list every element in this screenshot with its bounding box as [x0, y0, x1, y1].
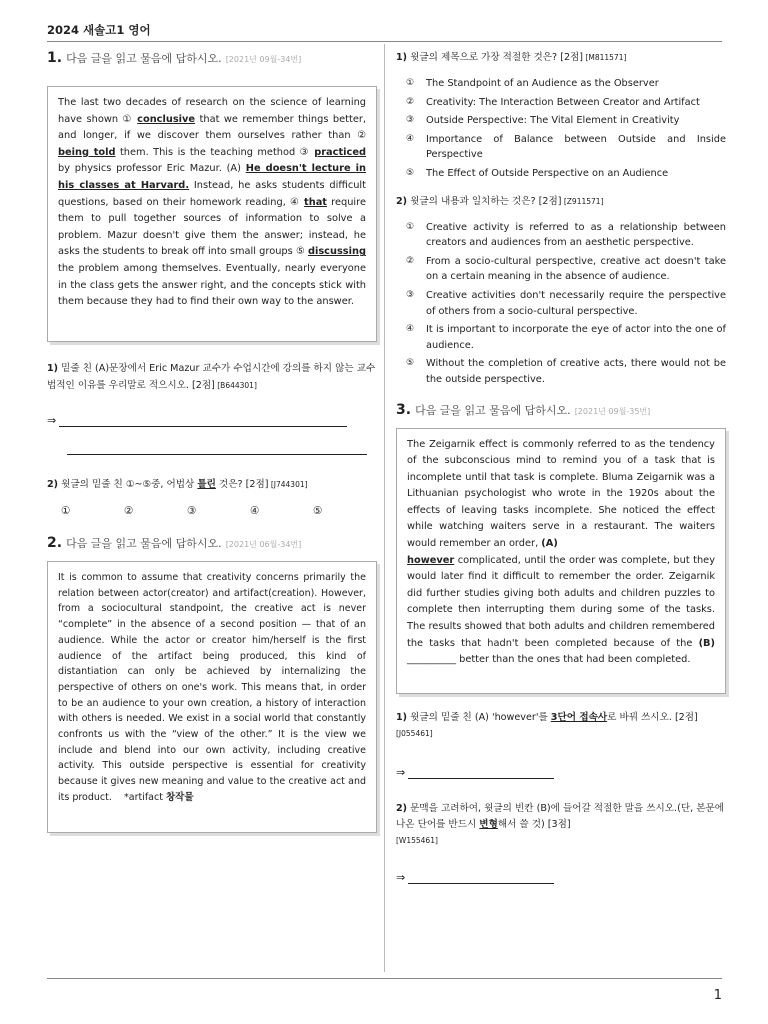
underline-2: being told: [58, 146, 116, 158]
arrow-icon: ⇒: [396, 870, 406, 884]
q2-passage: It is common to assume that creativity concerns primarily the relation between actor(creator) and artifact(creation). However, from a sociocultural standpoint, the creative act is never “complete” in the absence of a second position — that of an audience. While the actor or creator him/herself is the first audience of the artifact being produced, this kind of distantiation can only be achieved by internalizing the perspective of others on one's work. This means that, in order to be an audience to your own creation, a history of interaction with others is needed. We exist in a social world that constantly confronts us with the “view of the other.” It is the view we include and blend into our own activity, including creative activity. This outside perspective is essential for creativity because it gives new meaning and value to the creative act and its product. *artifact 창작물: [47, 561, 377, 833]
option-4[interactable]: ④ Importance of Balance between Outside and Inside Perspective: [406, 133, 726, 161]
q3-instruction: 다음 글을 읽고 물음에 답하시오.: [415, 403, 571, 417]
q1-sub1: 1) 밑줄 친 (A)문장에서 Eric Mazur 교수가 수업시간에 강의를 하지 않는 교수법적인 이유를 우리말로 적으시오. [2점] [B644301]: [47, 363, 376, 391]
q1-answer-line-1[interactable]: [47, 414, 377, 427]
q2-sub2: 2) 윗글의 내용과 일치하는 것은? [2점] [Z911571]: [396, 195, 604, 207]
q2-sub2-options: [396, 220, 726, 388]
choice-2[interactable]: ②: [124, 505, 134, 517]
arrow-icon: ⇒: [47, 414, 57, 427]
arrow-icon: ⇒: [396, 765, 406, 779]
q1-sub2: 2) 윗글의 밑줄 친 ①~⑤중, 어법상 틀린 것은? [2점] [J744301]: [47, 479, 308, 490]
option-3[interactable]: ③ Creative activities don't necessarily require the perspective of others from a socio-cultural perspective.: [406, 289, 726, 317]
underline-5: discussing: [307, 246, 366, 258]
footer-line: [47, 978, 722, 979]
underline-A: He doesn't lecture in his classes at Harvard.: [58, 163, 366, 191]
page-header: [47, 20, 722, 42]
option-2[interactable]: ② Creativity: The Interaction Between Creator and Artifact: [406, 96, 700, 108]
q1-number: 1.: [47, 50, 63, 66]
q2-sub1: 1) 윗글의 제목으로 가장 적절한 것은? [2점] [M811571]: [396, 52, 627, 63]
q1-passage: The last two decades of research on the science of learning have shown ① conclusive that we remember things better, and longer, if we discover them ourselves rather than ② being told them. This is the teaching method ③ practiced by physics professor Eric Mazur. (A) He doesn't lecture in his classes at Harvard. Instead, he asks students difficult questions, based on their homework reading, ④ that require them to pull together sources of information to solve a problem. Mazur doesn't give them the answer; instead, he asks the students to break off into small groups ⑤ discussing the problem among themselves. Eventually, nearly everyone in the class gets the answer right, and the concepts stick with them because they had to find their own way to the answer.: [47, 86, 377, 342]
right-column: [396, 50, 726, 884]
blank-B: __________: [407, 654, 456, 666]
footnote: *artifact 창작물: [124, 791, 194, 803]
q3-answer-line-1[interactable]: [396, 766, 726, 779]
choice-1[interactable]: ①: [61, 505, 71, 517]
underline-4: that: [304, 196, 327, 208]
option-5[interactable]: ⑤ Without the completion of creative acts, there would not be the outside perspective.: [406, 358, 726, 385]
q3-answer-line-2[interactable]: [396, 871, 726, 884]
choice-5[interactable]: ⑤: [313, 505, 323, 517]
column-divider: [384, 44, 385, 972]
q1-title: [47, 50, 377, 66]
option-2[interactable]: ② From a socio-cultural perspective, creative act doesn't take on a certain meaning in the absence of audience.: [406, 255, 726, 283]
q1-answer-line-2[interactable]: [47, 445, 377, 455]
q1-instruction: 다음 글을 읽고 물음에 답하시오.: [66, 52, 222, 65]
left-column: [47, 50, 377, 833]
q2-source: [2021년 06월-34번]: [225, 540, 302, 549]
q1-choices: [47, 505, 377, 517]
option-5[interactable]: ⑤ The Effect of Outside Perspective on an Audience: [406, 167, 669, 179]
however-underline: however: [407, 554, 455, 566]
q2-sub1-options: [396, 76, 726, 182]
exam-title: 2024 새솔고1 영어: [47, 23, 151, 37]
underline-3: practiced: [314, 146, 366, 158]
q3-sub1: 1) 윗글의 밑줄 친 (A) 'however'를 3단어 접속사로 바꿔 쓰시오. [2점] [J055461]: [396, 711, 698, 738]
option-4[interactable]: ④ It is important to incorporate the eye of actor into the one of audience.: [406, 324, 726, 351]
option-1[interactable]: ① The Standpoint of an Audience as the Observer: [406, 78, 659, 89]
underline-1: conclusive: [137, 113, 196, 125]
option-1[interactable]: ① Creative activity is referred to as a relationship between creators and audiences from an aesthetic perspective.: [406, 221, 726, 249]
q3-passage: The Zeigarnik effect is commonly referred to as the tendency of the subconscious mind to remind you of a task that is incomplete until that task is complete. Bluma Zeigarnik was a Lithuanian psychologist who wrote in the 1920s about the effects of leaving tasks incomplete. She noticed the effect while watching waiters serve in a restaurant. The waiters would remember an order, (A) however complicated, until the order was complete, but they would later find it difficult to remember the order. Zeigarnik did further studies giving both adults and children puzzles to complete then interrupting them during some of the tasks. The results showed that both adults and children remembered the tasks that hadn't been completed because of the (B) __________ better than the ones that had been completed.: [396, 428, 726, 694]
q2-number: 2.: [47, 535, 63, 551]
q2-instruction: 다음 글을 읽고 물음에 답하시오.: [66, 537, 222, 550]
choice-4[interactable]: ④: [250, 505, 260, 517]
q3-sub2: 2) 문맥을 고려하여, 윗글의 빈칸 (B)에 들어갈 적절한 말을 쓰시오.(단, 본문에 나온 단어를 반드시 변형해서 쓸 것) [3점] [W155461]: [396, 802, 725, 845]
q1-source: [2021년 09월-34번]: [225, 55, 302, 64]
page-number: 1: [713, 988, 722, 1003]
option-3[interactable]: ③ Outside Perspective: The Vital Element in Creativity: [406, 115, 680, 127]
q3-source: [2021년 09월-35번]: [574, 406, 651, 416]
choice-3[interactable]: ③: [187, 505, 197, 517]
q2-title: [47, 535, 377, 551]
q3-title: [396, 402, 726, 418]
q3-number: 3.: [396, 401, 412, 418]
